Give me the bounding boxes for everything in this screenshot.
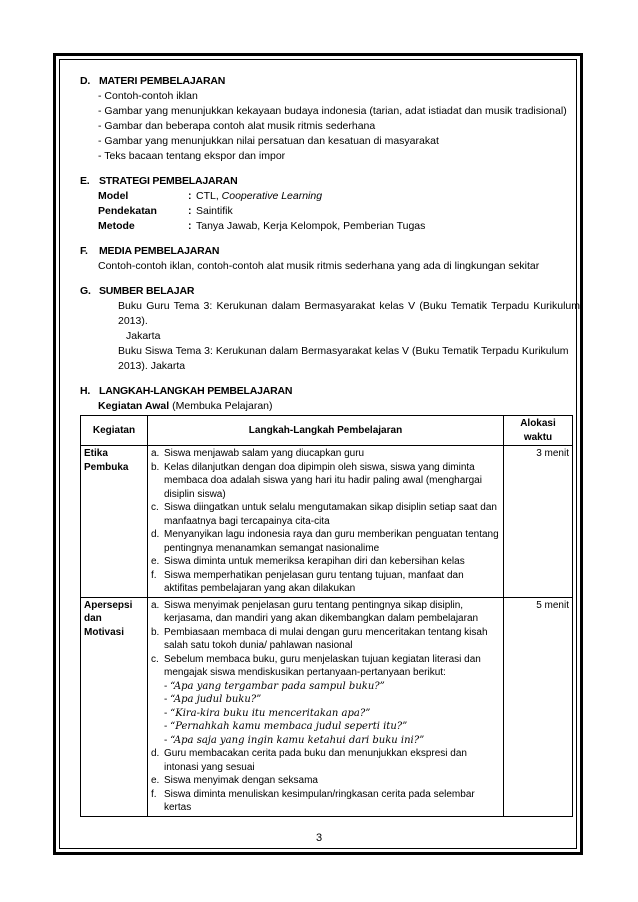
media-text: Contoh-contoh iklan, contoh-contoh alat musik ritmis sederhana yang ada di lingkungan sekitar xyxy=(98,260,540,272)
list-item: - Gambar dan beberapa contoh alat musik ritmis sederhana xyxy=(98,119,580,134)
step-item: c. Siswa diingatkan untuk selalu mengutamakan sikap disiplin setiap saat dan manfaatnya bagi tercapainya cita-cita xyxy=(151,502,497,527)
section-f-title: F. MEDIA PEMBELAJARAN xyxy=(80,245,220,257)
step-item: a. Siswa menjawab salam yang diucapkan guru xyxy=(151,448,365,459)
table-row xyxy=(81,446,573,598)
materi-list xyxy=(80,89,580,164)
step-item: a. Siswa menyimak penjelasan guru tentang pentingnya sikap disiplin, kerjasama, dan mandiri yang akan dikembangkan dalam pembelajaran xyxy=(151,599,479,624)
section-e-title: E. STRATEGI PEMBELAJARAN xyxy=(80,175,238,187)
section-g-title: G. SUMBER BELAJAR xyxy=(80,285,195,297)
subsection-title: Kegiatan Awal (Membuka Pelajaran) xyxy=(98,400,273,412)
step-item: d. Guru membacakan cerita pada buku dan menunjukkan ekspresi dan intonasi yang sesuai xyxy=(151,748,467,773)
header-kegiatan: Kegiatan xyxy=(81,416,148,446)
step-item: e. Siswa menyimak dengan seksama xyxy=(151,775,318,786)
step-item: b. Kelas dilanjutkan dengan doa dipimpin oleh siswa, siswa yang diminta membaca doa adalah siswa yang hari itu hadir paling awal (menghargai disiplin siswa) xyxy=(151,461,482,500)
strategy-row: Pendekatan : Saintifik xyxy=(98,205,233,217)
lesson-steps-table xyxy=(80,415,573,817)
step-item: d. Menyanyikan lagu indonesia raya dan guru memberikan penguatan tentang pentingnya menanamkan semangat nasionalime xyxy=(151,529,499,554)
step-item: c. Sebelum membaca buku, guru menjelaskan tujuan kegiatan literasi dan mengajak siswa mendiskusikan pertanyaan-pertanyaan berikut: xyxy=(151,653,481,678)
question-item: - “Apa judul buku?” xyxy=(164,693,500,707)
header-alokasi: Alokasi waktu xyxy=(504,416,573,446)
list-item: - Gambar yang menunjukkan kekayaan budaya indonesia (tarian, adat istiadat dan musik tradisional) xyxy=(98,104,580,119)
step-item: e. Siswa diminta untuk memeriksa kerapihan diri dan kebersihan kelas xyxy=(151,556,465,567)
header-langkah: Langkah-Langkah Pembelajaran xyxy=(148,416,504,446)
question-item: - “Kira-kira buku itu menceritakan apa?” xyxy=(164,707,500,721)
question-item: - “Pernahkah kamu membaca judul seperti itu?” xyxy=(164,720,500,734)
section-h-title: H. LANGKAH-LANGKAH PEMBELAJARAN xyxy=(80,385,293,397)
list-item: - Teks bacaan tentang ekspor dan impor xyxy=(98,149,580,164)
reference-item: Buku Guru Tema 3: Kerukunan dalam Bermasyarakat kelas V (Buku Tematik Terpadu Kurikulum 2013). Jakarta xyxy=(118,300,580,342)
question-item: - “Apa yang tergambar pada sampul buku?” xyxy=(164,680,500,694)
step-item: f. Siswa memperhatikan penjelasan guru tentang tujuan, manfaat dan aktifitas pembelajaran yang akan dilakukan xyxy=(151,569,464,594)
steps-cell xyxy=(148,446,504,598)
document-body xyxy=(80,74,580,817)
list-item: - Gambar yang menunjukkan nilai persatuan dan kesatuan di masyarakat xyxy=(98,134,580,149)
table-row xyxy=(81,597,573,816)
steps-cell xyxy=(148,597,504,816)
strategy-row: Metode : Tanya Jawab, Kerja Kelompok, Pemberian Tugas xyxy=(98,220,426,232)
step-item: b. Pembiasaan membaca di mulai dengan guru menceritakan tentang kisah salah satu tokoh dunia/ pahlawan nasional xyxy=(151,626,488,651)
waktu-cell: 5 menit xyxy=(504,597,573,816)
waktu-cell: 3 menit xyxy=(504,446,573,598)
reference-item: Buku Siswa Tema 3: Kerukunan dalam Bermasyarakat kelas V (Buku Tematik Terpadu Kurikulum 2013). Jakarta xyxy=(118,345,569,372)
page-number: 3 xyxy=(315,832,323,844)
step-item: f. Siswa diminta menuliskan kesimpulan/ringkasan cerita pada selembar kertas xyxy=(151,788,475,813)
strategy-row: Model : CTL, Cooperative Learning xyxy=(98,190,323,202)
kegiatan-cell: Etika Pembuka xyxy=(81,446,148,598)
question-list xyxy=(151,680,500,748)
question-item: - “Apa saja yang ingin kamu ketahui dari buku ini?” xyxy=(164,734,500,748)
table-header-row xyxy=(81,416,573,446)
section-d-title: D. MATERI PEMBELAJARAN xyxy=(80,75,226,87)
list-item: - Contoh-contoh iklan xyxy=(98,89,580,104)
kegiatan-cell: Apersepsi dan Motivasi xyxy=(81,597,148,816)
